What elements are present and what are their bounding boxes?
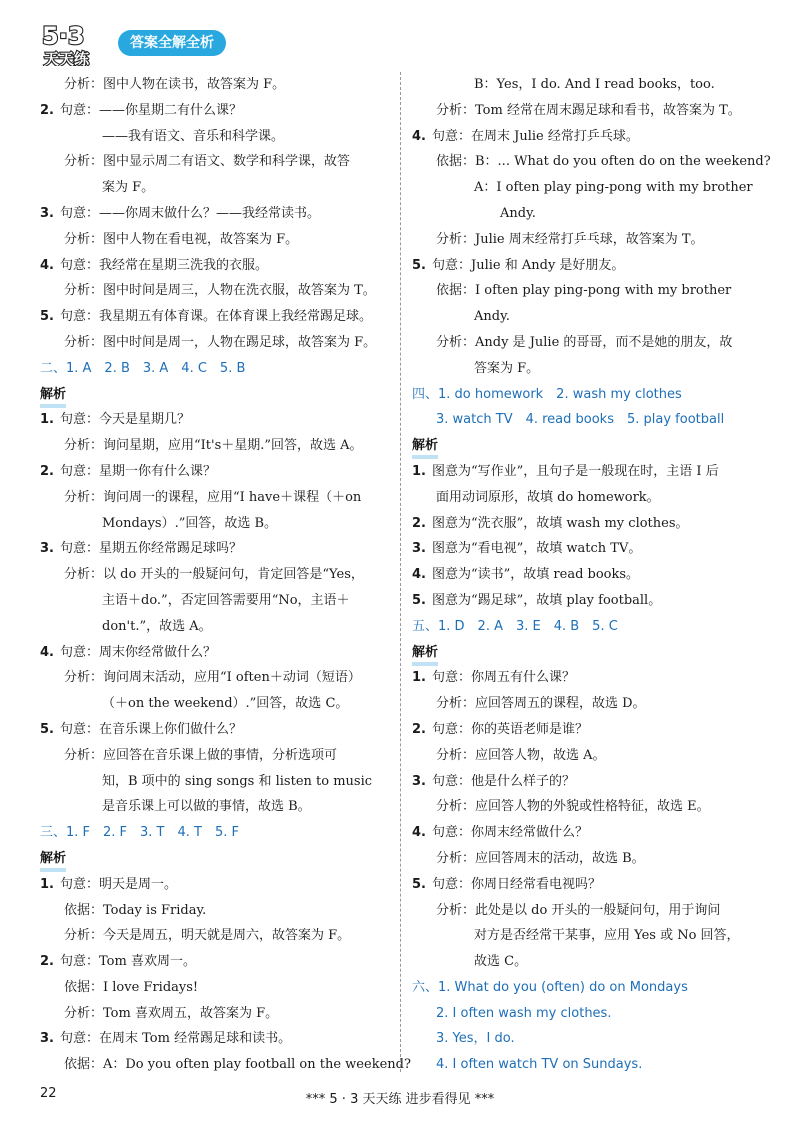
line-text: 句意：周末你经常做什么？ — [60, 644, 217, 660]
text-line — [40, 1026, 392, 1052]
line-text: 分析：应回答人物的外貌或性格特征，故选 E。 — [436, 799, 710, 815]
line-text: 4. I often watch TV on Sundays. — [436, 1057, 643, 1073]
text-line — [40, 278, 392, 304]
text-line — [40, 356, 392, 382]
line-text: 句意：你的英语老师是谁？ — [432, 721, 589, 737]
item-number: 3. — [412, 773, 426, 789]
line-text: 解析 — [412, 644, 438, 666]
item-number: 5. — [40, 721, 54, 737]
line-text: 句意：今天是星期几？ — [60, 412, 191, 428]
text-line — [40, 769, 392, 795]
text-line — [412, 640, 764, 666]
item-number: 3. — [412, 541, 426, 557]
text-line — [40, 1052, 411, 1078]
line-text: 句意：在周末 Tom 经常踢足球和读书。 — [60, 1031, 292, 1047]
text-line — [40, 923, 392, 949]
footer-slogan: *** 5 · 3 天天练 进步看得见 *** — [305, 1092, 495, 1107]
text-line — [40, 898, 392, 924]
text-line — [412, 330, 764, 356]
item-number: 1. — [412, 463, 426, 479]
line-text: 句意：你周日经常看电视吗？ — [432, 876, 602, 892]
line-text: 依据：B：... What do you often do on the weekend? — [436, 154, 771, 170]
text-line — [412, 356, 764, 382]
text-line — [412, 485, 764, 511]
line-text: 图意为“踢足球”，故填 play football。 — [432, 592, 662, 608]
line-text: 案为 F。 — [102, 180, 155, 196]
text-line — [412, 562, 764, 588]
svg-text:5·3: 5·3 — [42, 22, 85, 50]
answer-badge: 答案全解全析 — [118, 30, 226, 56]
line-text: 句意：我星期五有体育课。在体育课上我经常踢足球。 — [60, 309, 373, 325]
text-line — [412, 536, 764, 562]
text-line — [412, 975, 764, 1001]
text-line — [412, 769, 764, 795]
item-number: 4. — [40, 257, 54, 273]
line-text: 分析：图中时间是周一，人物在踢足球，故答案为 F。 — [64, 334, 377, 350]
text-line — [412, 794, 764, 820]
text-line — [40, 691, 392, 717]
line-text: 图意为“洗衣服”，故填 wash my clothes。 — [432, 515, 689, 531]
text-line — [412, 201, 764, 227]
text-line — [40, 743, 392, 769]
line-text: 四、1. do homework 2. wash my clothes — [412, 386, 682, 402]
line-text: 3. watch TV 4. read books 5. play football — [436, 412, 725, 428]
item-number: 5. — [412, 876, 426, 892]
text-line — [40, 149, 392, 175]
line-text: A：I often play ping-pong with my brother — [474, 180, 753, 196]
text-line — [412, 304, 764, 330]
text-line — [412, 72, 764, 98]
text-line — [412, 743, 764, 769]
text-line — [412, 149, 771, 175]
line-text: 句意：星期五你经常踢足球吗？ — [60, 541, 243, 557]
item-number: 3. — [40, 205, 54, 221]
line-text: 分析：图中显示周二有语文、数学和科学课，故答 — [64, 154, 351, 170]
text-line — [412, 407, 764, 433]
text-line — [40, 98, 392, 124]
item-number: 4. — [412, 825, 426, 841]
text-line — [412, 1026, 764, 1052]
line-text: 句意：我经常在星期三洗我的衣服。 — [60, 257, 269, 273]
line-text: 依据：I love Fridays! — [64, 979, 199, 995]
item-number: 1. — [412, 670, 426, 686]
text-line — [412, 278, 764, 304]
text-line — [412, 124, 764, 150]
line-text: 分析：应回答在音乐课上做的事情，分析选项可 — [64, 747, 338, 763]
line-text: 图意为“看电视”，故填 watch TV。 — [432, 541, 642, 557]
line-text: 3. Yes，I do. — [436, 1031, 515, 1047]
text-line — [40, 72, 392, 98]
item-number: 1. — [40, 412, 54, 428]
text-line — [40, 511, 392, 537]
text-line — [412, 459, 764, 485]
line-text: 依据：I often play ping-pong with my brother — [436, 283, 732, 299]
line-text: 分析：Andy 是 Julie 的哥哥，而不是她的朋友，故 — [436, 334, 733, 350]
line-text: 句意：星期一你有什么课？ — [60, 463, 217, 479]
text-line — [412, 588, 764, 614]
line-text: 分析：图中人物在看电视，故答案为 F。 — [64, 231, 299, 247]
line-text: 句意：他是什么样子的？ — [432, 773, 576, 789]
item-number: 4. — [40, 644, 54, 660]
svg-text:天天练: 天天练 — [44, 50, 90, 66]
text-line — [40, 201, 392, 227]
text-line — [40, 330, 392, 356]
text-line — [40, 433, 392, 459]
item-number: 1. — [40, 876, 54, 892]
left-column — [40, 72, 411, 1078]
text-line — [40, 949, 392, 975]
line-text: 句意：Tom 喜欢周一。 — [60, 954, 196, 970]
text-line — [40, 614, 392, 640]
text-line — [40, 588, 392, 614]
line-text: 六、1. What do you (often) do on Mondays — [412, 979, 688, 995]
text-line — [40, 872, 392, 898]
line-text: 分析：Tom 经常在周末踢足球和看书，故答案为 T。 — [436, 102, 741, 118]
line-text: 面用动词原形，故填 do homework。 — [436, 489, 660, 505]
text-line — [40, 485, 392, 511]
text-line — [40, 846, 392, 872]
line-text: 2. I often wash my clothes. — [436, 1005, 612, 1021]
item-number: 2. — [40, 463, 54, 479]
text-line — [412, 923, 764, 949]
line-text: 句意：Julie 和 Andy 是好朋友。 — [432, 257, 625, 273]
item-number: 4. — [412, 567, 426, 583]
line-text: 句意：你周末经常做什么？ — [432, 825, 589, 841]
item-number: 2. — [40, 102, 54, 118]
line-text: Andy. — [500, 205, 536, 221]
line-text: 五、1. D 2. A 3. E 4. B 5. C — [412, 618, 618, 634]
text-line — [412, 717, 764, 743]
text-line — [412, 614, 764, 640]
line-text: 主语＋do.”，否定回答需要用“No，主语＋ — [102, 592, 350, 608]
line-text: 图意为“读书”，故填 read books。 — [432, 567, 640, 583]
line-text: 分析：应回答周末的活动，故选 B。 — [436, 850, 645, 866]
text-line — [40, 124, 392, 150]
line-text: 句意：——你周末做什么？——我经常读书。 — [60, 205, 321, 221]
text-line — [412, 382, 764, 408]
text-line — [40, 407, 392, 433]
line-text: 故选 C。 — [474, 954, 528, 970]
item-number: 2. — [412, 515, 426, 531]
page-header — [40, 22, 340, 66]
line-text: 解析 — [412, 437, 438, 459]
page-number: 22 — [40, 1086, 57, 1101]
text-line — [412, 1052, 764, 1078]
column-divider — [400, 72, 401, 1072]
text-line — [412, 872, 764, 898]
text-line — [40, 459, 392, 485]
line-text: 分析：询问星期，应用“It's＋星期.”回答，故选 A。 — [64, 438, 363, 454]
line-text: 句意：——你星期二有什么课？ — [60, 102, 243, 118]
line-text: Andy. — [474, 309, 510, 325]
line-text: 分析：应回答人物，故选 A。 — [436, 747, 606, 763]
line-text: 句意：你周五有什么课？ — [432, 670, 576, 686]
line-text: don't.”，故选 A。 — [102, 618, 212, 634]
text-line — [40, 304, 392, 330]
line-text: 句意：明天是周一。 — [60, 876, 178, 892]
line-text: 依据：Today is Friday. — [64, 902, 207, 918]
line-text: 分析：图中时间是周三，人物在洗衣服，故答案为 T。 — [64, 283, 376, 299]
text-line — [40, 1001, 392, 1027]
line-text: B：Yes，I do. And I read books，too. — [474, 77, 715, 92]
line-text: 三、1. F 2. F 3. T 4. T 5. F — [40, 825, 239, 841]
line-text: 分析：询问周末活动，应用“I often＋动词（短语） — [64, 670, 361, 686]
text-line — [40, 253, 392, 279]
line-text: 解析 — [40, 386, 66, 408]
brand-logo — [40, 22, 104, 66]
right-column — [412, 72, 771, 1078]
line-text: 分析：Julie 周末经常打乒乓球，故答案为 T。 — [436, 231, 704, 247]
text-line — [40, 820, 392, 846]
item-number: 5. — [40, 309, 54, 325]
text-line — [40, 717, 392, 743]
text-line — [412, 846, 764, 872]
line-text: 图意为“写作业”，且句子是一般现在时，主语 I 后 — [432, 463, 719, 479]
text-line — [412, 820, 764, 846]
line-text: 依据：A：Do you often play football on the weekend? — [64, 1057, 411, 1073]
item-number: 3. — [40, 541, 54, 557]
line-text: 对方是否经常干某事，应用 Yes 或 No 回答， — [474, 928, 740, 944]
item-number: 5. — [412, 257, 426, 273]
text-line — [412, 253, 764, 279]
text-line — [412, 98, 764, 124]
line-text: ——我有语文、音乐和科学课。 — [102, 128, 285, 144]
text-line — [40, 794, 392, 820]
line-text: 是音乐课上可以做的事情，故选 B。 — [102, 799, 311, 815]
line-text: 句意：在音乐课上你们做什么？ — [60, 721, 243, 737]
line-text: Mondays）.”回答，故选 B。 — [102, 515, 278, 531]
text-line — [40, 382, 392, 408]
text-line — [412, 175, 764, 201]
text-line — [412, 949, 764, 975]
item-number: 2. — [412, 721, 426, 737]
line-text: 分析：Tom 喜欢周五，故答案为 F。 — [64, 1005, 279, 1021]
text-line — [40, 665, 392, 691]
line-text: 分析：图中人物在读书，故答案为 F。 — [64, 77, 286, 92]
line-text: 分析：询问周一的课程，应用“I have＋课程（＋on — [64, 489, 362, 505]
line-text: （＋on the weekend）.”回答，故选 C。 — [102, 696, 349, 712]
text-line — [40, 536, 392, 562]
text-line — [40, 975, 392, 1001]
text-line — [412, 511, 764, 537]
text-line — [412, 1001, 764, 1027]
item-number: 3. — [40, 1031, 54, 1047]
text-line — [412, 898, 764, 924]
text-line — [412, 665, 764, 691]
text-line — [412, 691, 764, 717]
item-number: 2. — [40, 954, 54, 970]
page-footer — [0, 1084, 800, 1114]
text-line — [412, 227, 764, 253]
line-text: 知，B 项中的 sing songs 和 listen to music — [102, 773, 373, 789]
line-text: 二、1. A 2. B 3. A 4. C 5. B — [40, 360, 246, 376]
line-text: 解析 — [40, 850, 66, 872]
item-number: 5. — [412, 592, 426, 608]
text-line — [40, 640, 392, 666]
item-number: 4. — [412, 128, 426, 144]
line-text: 句意：在周末 Julie 经常打乒乓球。 — [432, 128, 639, 144]
text-line — [412, 433, 764, 459]
text-line — [40, 562, 392, 588]
text-line — [40, 175, 392, 201]
line-text: 分析：以 do 开头的一般疑问句，肯定回答是“Yes， — [64, 567, 364, 583]
line-text: 分析：应回答周五的课程，故选 D。 — [436, 696, 646, 712]
line-text: 分析：此处是以 do 开头的一般疑问句，用于询问 — [436, 902, 721, 918]
line-text: 答案为 F。 — [474, 360, 540, 376]
line-text: 分析：今天是周五，明天就是周六，故答案为 F。 — [64, 928, 351, 944]
text-line — [40, 227, 392, 253]
